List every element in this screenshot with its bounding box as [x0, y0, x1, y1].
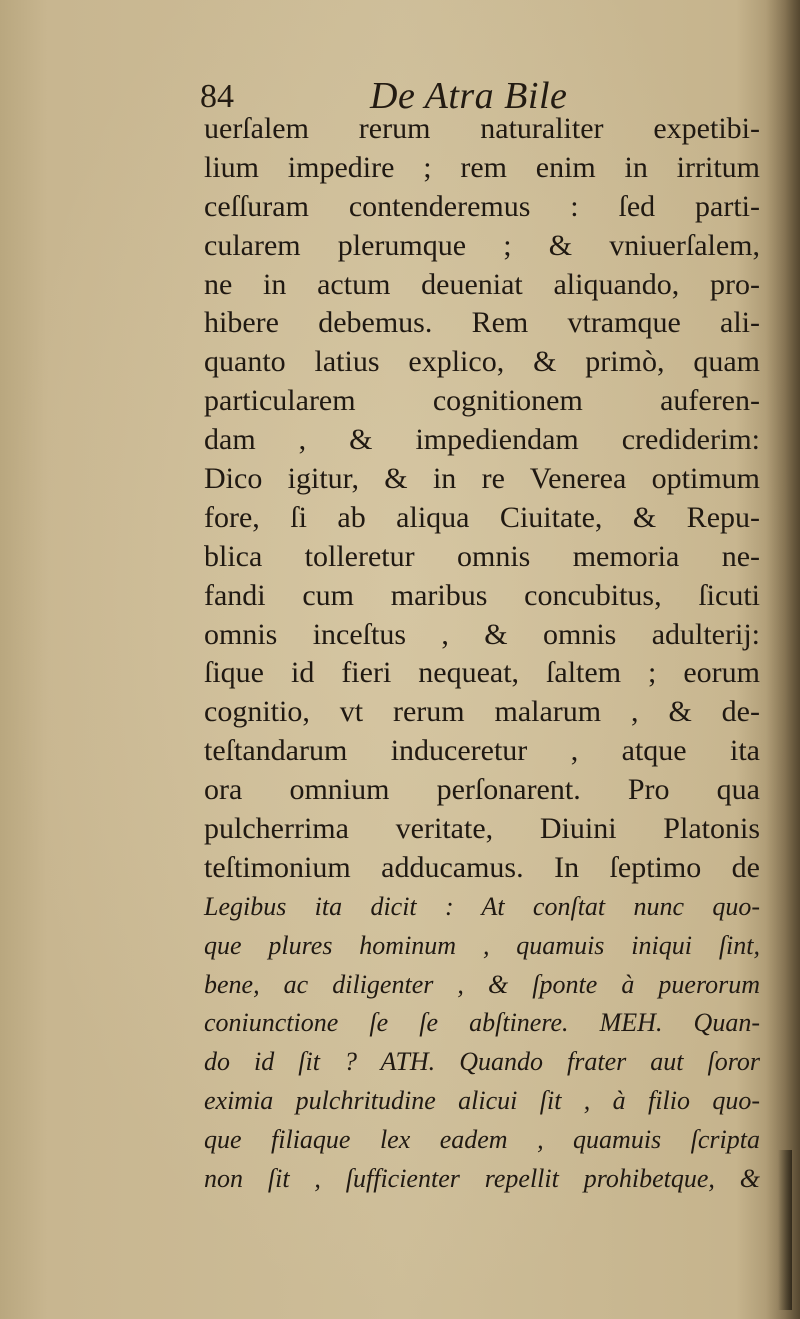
running-title: De Atra Bile — [370, 75, 568, 117]
text-line: fandi cum maribus concubitus, ſicuti — [204, 578, 760, 612]
text-line: teſtandarum induceretur , atque ita — [204, 734, 760, 768]
text-line: Legibus ita dicit : At conſtat nunc quo- — [204, 891, 760, 921]
text-line: quanto latius explico, & primò, quam — [204, 345, 760, 379]
page-number: 84 — [200, 78, 234, 115]
text-line: ceſſuram contenderemus : ſed parti- — [204, 189, 760, 223]
text-line: cularem plerumque ; & vniuerſalem, — [204, 228, 760, 262]
body-text — [204, 110, 760, 1199]
text-line: omnis inceſtus , & omnis adulterij: — [204, 617, 760, 651]
text-line: coniunctione ſe ſe abſtinere. MEH. Quan- — [204, 1008, 760, 1038]
text-line: ora omnium perſonarent. Pro qua — [204, 773, 760, 807]
page-edge-shadow — [766, 0, 800, 1319]
text-line: fore, ſi ab aliqua Ciuitate, & Repu- — [204, 500, 760, 534]
text-line: non ſit , ſufficienter repellit prohibetque, & — [204, 1164, 760, 1194]
text-line: uerſalem rerum naturaliter expetibi- — [204, 112, 760, 145]
text-line: blica tolleretur omnis memoria ne- — [204, 539, 760, 573]
text-line: teſtimonium adducamus. In ſeptimo de — [204, 850, 760, 884]
text-line: ſique id fieri nequeat, ſaltem ; eorum — [204, 656, 760, 690]
text-line: Dico igitur, & in re Venerea optimum — [204, 462, 760, 496]
text-line: eximia pulchritudine alicui ſit , à filio quo- — [204, 1086, 760, 1116]
text-line: que filiaque lex eadem , quamuis ſcripta — [204, 1125, 760, 1155]
text-line: do id ſit ? ATH. Quando frater aut ſoror — [204, 1047, 760, 1077]
page-edge-dark — [778, 1150, 792, 1310]
text-line: pulcherrima veritate, Diuini Platonis — [204, 812, 760, 846]
text-line: ne in actum deueniat aliquando, pro- — [204, 267, 760, 301]
text-line: dam , & impediendam crediderim: — [204, 423, 760, 457]
text-line: que plures hominum , quamuis iniqui ſint, — [204, 930, 760, 960]
text-line: cognitio, vt rerum malarum , & de- — [204, 695, 760, 729]
text-line: particularem cognitionem auferen- — [204, 384, 760, 418]
text-line: hibere debemus. Rem vtramque ali- — [204, 306, 760, 340]
text-line: lium impedire ; rem enim in irritum — [204, 150, 760, 184]
text-line: bene, ac diligenter , & ſponte à puerorum — [204, 969, 760, 999]
